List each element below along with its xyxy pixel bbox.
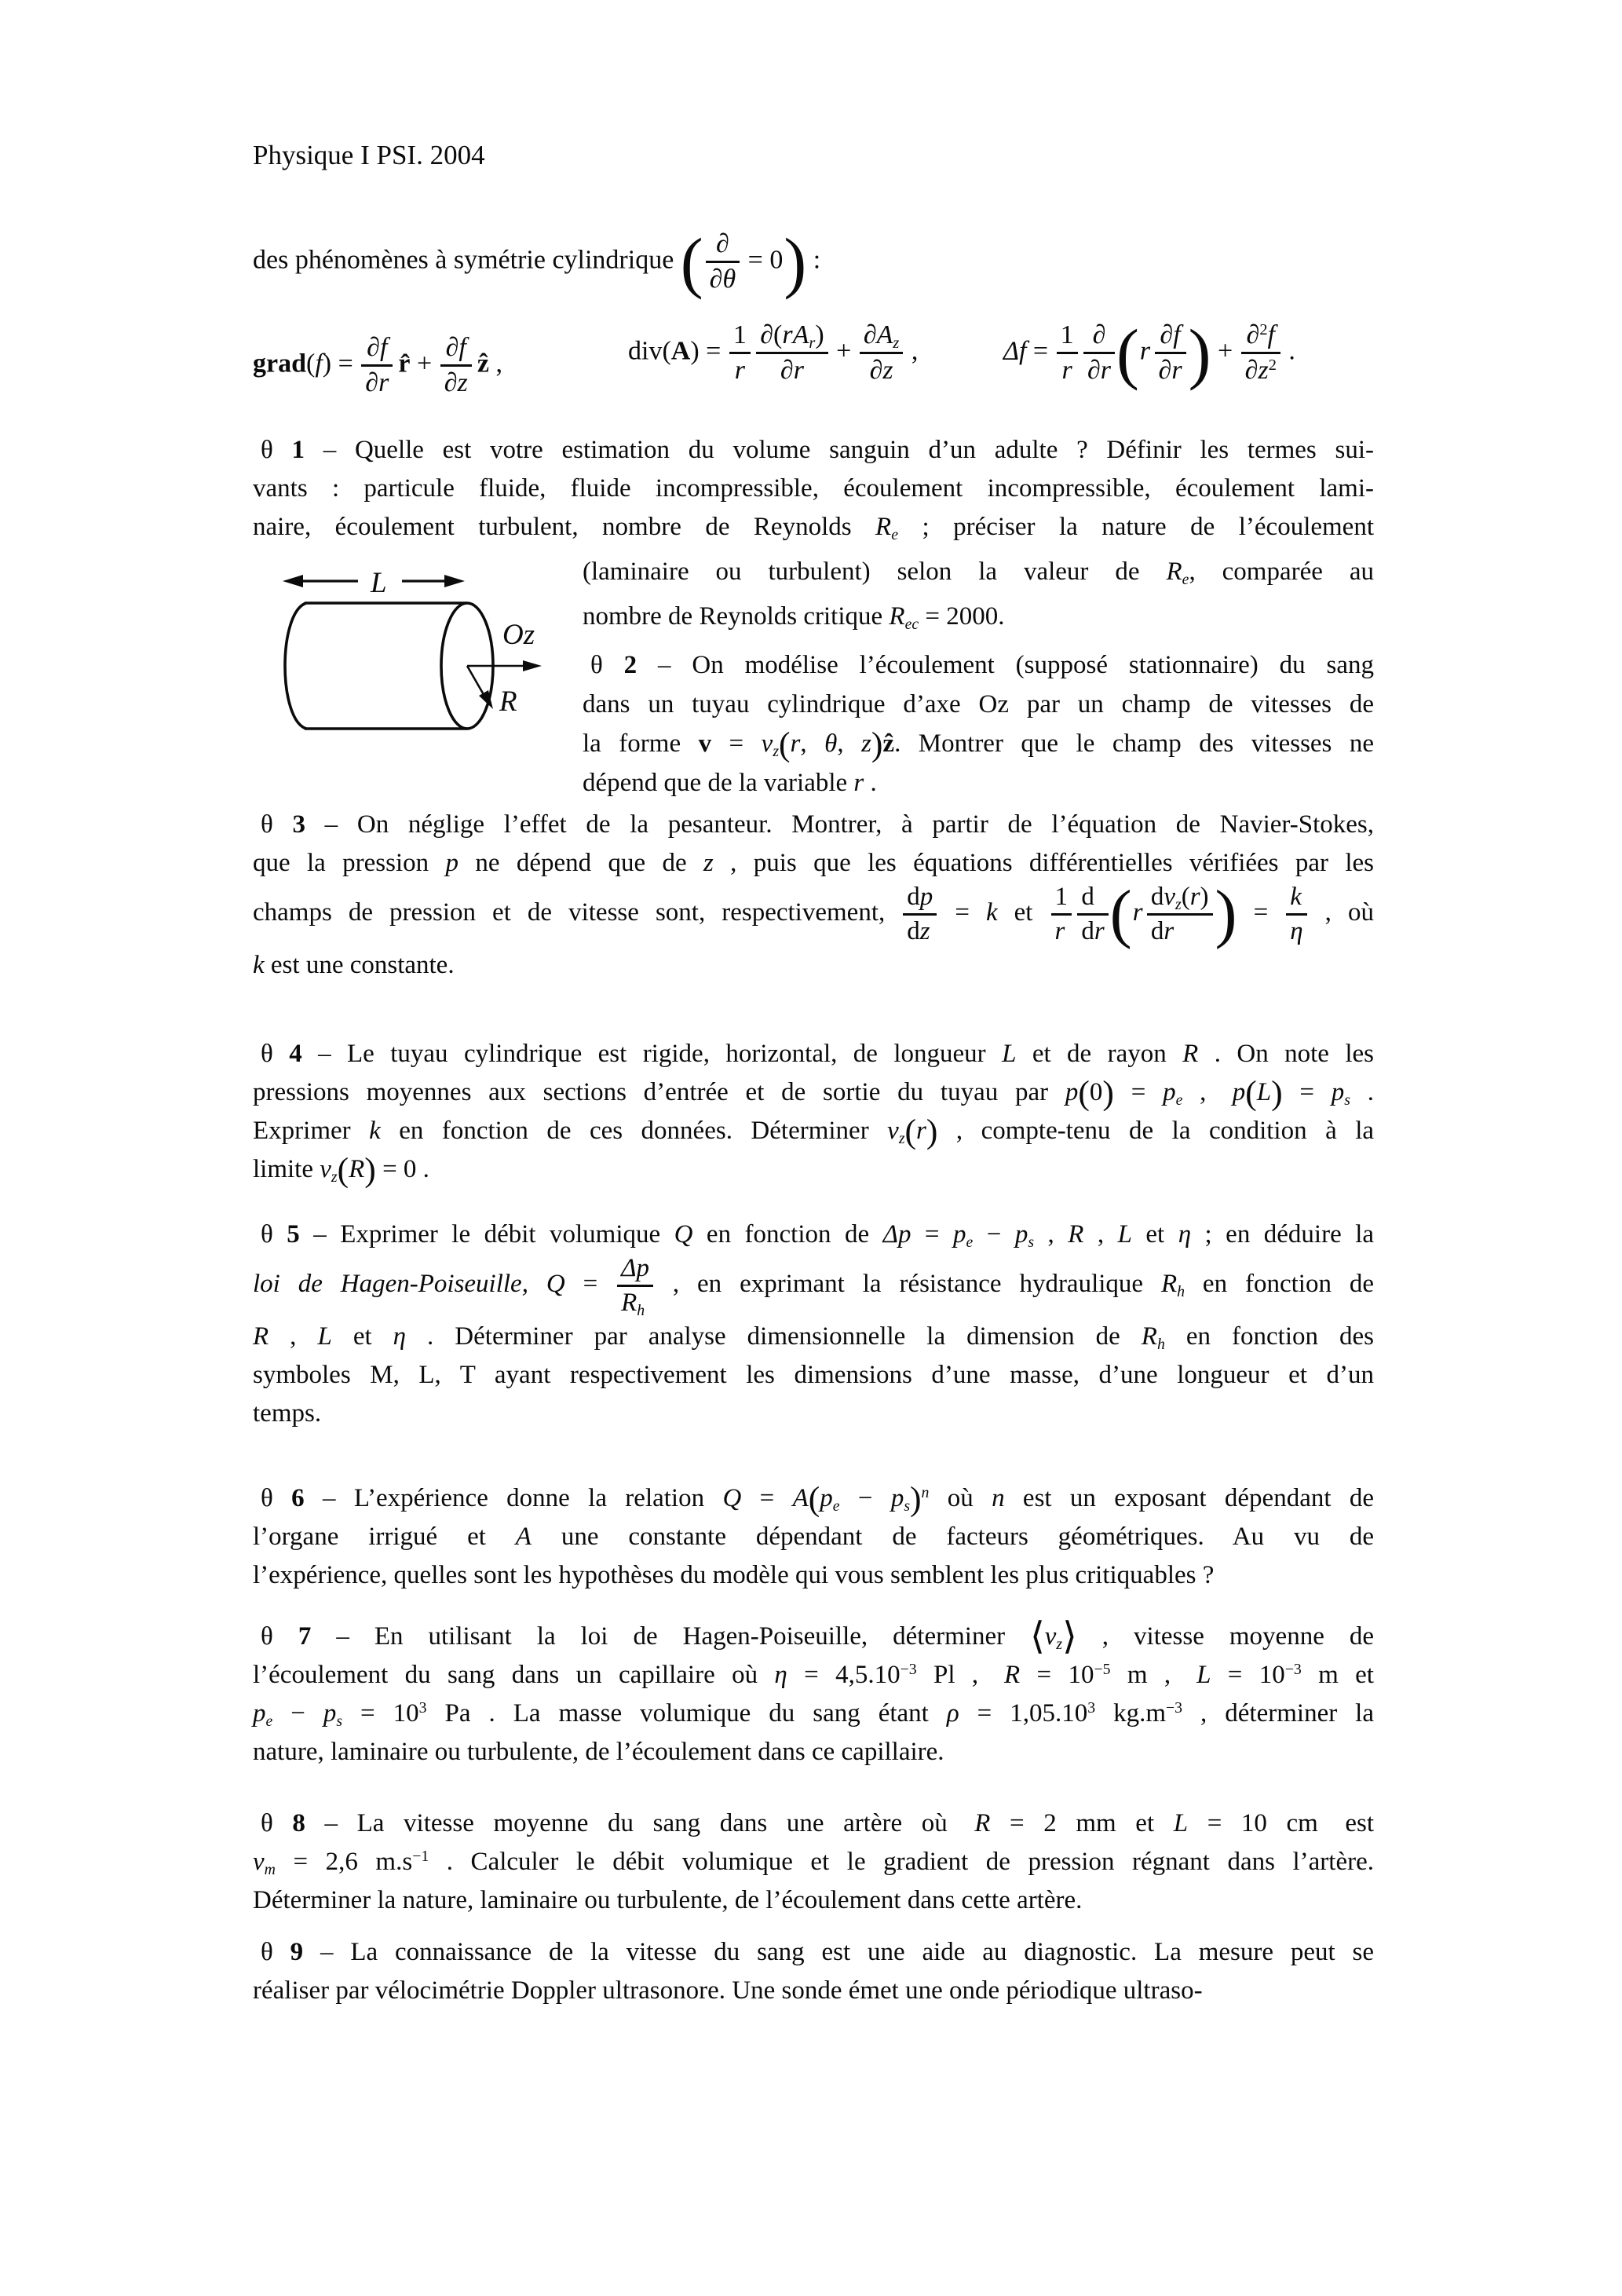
text-line: Déterminer la nature, laminaire ou turbulente, de l’écoulement dans cette artère. bbox=[253, 1886, 1083, 1914]
axis-arrow bbox=[467, 660, 542, 671]
fraction: $\frac{d}{dr}$ bbox=[1076, 883, 1109, 946]
question-4 bbox=[253, 1035, 1374, 1189]
fraction: $\frac{dp}{dz}$ bbox=[901, 883, 938, 946]
cylinder-figure bbox=[259, 550, 581, 762]
paren-group: (r) bbox=[904, 1113, 938, 1151]
text-line: k est une constante. bbox=[253, 950, 455, 979]
text-line: symboles M, L, T ayant respectivement les dimensions d’une masse, d’une longueur et d’un bbox=[253, 1360, 1374, 1389]
paren-group: ( $\frac{\partial}{\partial\theta}$ = 0 ) bbox=[680, 224, 807, 300]
question-1 bbox=[253, 431, 1374, 547]
text-line: l’organe irrigué et A une constante dépendant de facteurs géométriques. Au vu de bbox=[253, 1523, 1374, 1551]
text-line: $p_e - p_s = 10^3$ Pa . La masse volumique du sang étant $\rho = 1,05.10^3$ $kg.m^{-3}$ , déterminer la bbox=[253, 1699, 1374, 1730]
fraction: $\frac{\partial f}{\partial z}$ bbox=[439, 333, 473, 398]
question-2 bbox=[583, 645, 1374, 803]
text-line: θ 4 – Le tuyau cylindrique est rigide, horizontal, de longueur L et de rayon R . On note les bbox=[261, 1040, 1375, 1068]
page-header: Physique I PSI. 2004 bbox=[253, 140, 485, 170]
axis-label: Oz bbox=[502, 619, 535, 651]
question-7 bbox=[253, 1615, 1374, 1771]
fraction: $\frac{\partial A_z}{\partial z}$ bbox=[858, 320, 905, 386]
text-line: la forme $v = v_z(r$, θ, z)ẑ. Montrer que le champ des vitesses ne bbox=[583, 726, 1375, 764]
text-line: $v_m = 2,6$ $m.s^{-1}$ . Calculer le débit volumique et le gradient de pression régnant dans l’artère. bbox=[253, 1848, 1374, 1878]
length-label: L bbox=[371, 567, 387, 599]
formula-gradient: grad(f) = $\frac{\partial f}{\partial r}$ r̂ + $\frac{\partial f}{\partial z}$ ẑ , bbox=[253, 333, 502, 398]
paren-group: ( r $\frac{\partial f}{\partial r}$ ) bbox=[1116, 315, 1211, 391]
paren-group: (r, θ, z) bbox=[779, 726, 883, 764]
question-8 bbox=[253, 1804, 1374, 1920]
text-line: loi de Hagen-Poiseuille, Q = $\frac{\Delta p}{R_h}$ , en exprimant la résistance hydraulique $R_h$ en fonction de bbox=[253, 1254, 1374, 1319]
text-line: Exprimer k en fonction de ces données. Déterminer $v_z(r)$ , compte-tenu de la condition à la bbox=[253, 1113, 1375, 1151]
text-line: dans un tuyau cylindrique d’axe Oz par un champ de vitesses de bbox=[583, 690, 1374, 718]
text-line: réaliser par vélocimétrie Doppler ultrasonore. Une sonde émet une onde périodique ultraso- bbox=[253, 1976, 1203, 2005]
text-line: (laminaire ou turbulent) selon la valeur de $R_e$, comparée au bbox=[583, 558, 1374, 588]
text-line: naire, écoulement turbulent, nombre de Reynolds $R_e$ ; préciser la nature de l’écoulement bbox=[253, 513, 1374, 543]
question-3 bbox=[253, 806, 1374, 985]
text-line: dépend que de la variable r . bbox=[583, 769, 877, 797]
question-5 bbox=[253, 1216, 1374, 1433]
text-line: pressions moyennes aux sections d’entrée et de sortie du tuyau par $p(0) = p_e$ , $p(L) = p_s$ . bbox=[253, 1074, 1374, 1113]
text-line: temps. bbox=[253, 1398, 322, 1428]
fraction: $\frac{1}{r}$ bbox=[1050, 883, 1074, 946]
question-1-continued bbox=[583, 550, 1374, 639]
fraction: $\frac{\partial}{\partial r}$ bbox=[1082, 320, 1116, 386]
fraction: $\frac{1}{r}$ bbox=[728, 320, 752, 386]
fraction: $\frac{dv_z(r)}{dr}$ bbox=[1145, 883, 1215, 946]
paren-group: ( r $\frac{dv_z(r)}{dr}$ ) bbox=[1109, 877, 1237, 951]
text-line: l’expérience, quelles sont les hypothèses du modèle qui vous semblent les plus critiquables ? bbox=[253, 1561, 1215, 1589]
question-6 bbox=[253, 1479, 1374, 1595]
radius-arrow bbox=[467, 666, 493, 709]
fraction: $\frac{k}{\eta}$ bbox=[1284, 883, 1308, 946]
text-line: θ 6 – L’expérience donne la relation $Q = A(p_e - p_s)^n$ où n est un exposant dépendant de bbox=[261, 1480, 1374, 1519]
paren-group: $(p_e - p_s)$ bbox=[808, 1480, 922, 1519]
question-9 bbox=[253, 1933, 1374, 2010]
text-line: θ 2 – On modélise l’écoulement (supposé stationnaire) du sang bbox=[590, 651, 1374, 679]
text-line: vants : particule fluide, fluide incompressible, écoulement incompressible, écoulement lami- bbox=[253, 474, 1374, 503]
text-line: θ 7 – En utilisant la loi de Hagen-Poiseuille, déterminer $⟨v_z⟩$ , vitesse moyenne de bbox=[261, 1615, 1374, 1658]
text-line: l’écoulement du sang dans un capillaire où $\eta = 4,5.10^{-3}$ Pl , $R = 10^{-5}$ m , $L = 10^{-3}$ m et bbox=[253, 1661, 1374, 1689]
fraction: $\frac{\partial f}{\partial r}$ bbox=[1153, 320, 1188, 386]
paren-group: (L) bbox=[1245, 1074, 1283, 1113]
formula-laplacian: Δf = $\frac{1}{r}$ $\frac{\partial}{\partial r}$ ( r $\frac{\partial f}{\partial r}$ ) + $\frac{\partial^2f}{\partial z^2}$ . bbox=[1003, 315, 1295, 391]
fraction: $\frac{\partial^2f}{\partial z^2}$ bbox=[1240, 320, 1282, 386]
text-line: θ 5 – Exprimer le débit volumique Q en fonction de $\Delta p = p_e - p_s$ , R , L et η ; en déduire la bbox=[261, 1220, 1375, 1251]
text-line: θ 1 – Quelle est votre estimation du volume sanguin d’un adulte ? Définir les termes sui- bbox=[261, 436, 1374, 464]
text-line: θ 8 – La vitesse moyenne du sang dans une artère où R = 2 mm et L = 10 cm est bbox=[261, 1809, 1375, 1837]
text-line: que la pression p ne dépend que de z , puis que les équations différentielles vérifiées par les bbox=[253, 849, 1374, 877]
fraction: $\frac{\partial}{\partial\theta}$ bbox=[704, 229, 742, 294]
fraction: $\frac{\partial f}{\partial r}$ bbox=[360, 333, 394, 398]
radius-label: R bbox=[499, 686, 517, 718]
intro-line: des phénomènes à symétrie cylindrique ( $\frac{\partial}{\partial\theta}$ = 0 ) : bbox=[253, 224, 821, 300]
fraction: $\frac{\partial(rA_r)}{\partial r}$ bbox=[754, 320, 829, 386]
text-line: nombre de Reynolds critique $R_{ec} = 2000$. bbox=[583, 602, 1005, 633]
paren-group: (R) bbox=[337, 1151, 376, 1190]
fraction: $\frac{\Delta p}{R_h}$ bbox=[616, 1254, 655, 1318]
formula-divergence: div(A) = $\frac{1}{r}$ $\frac{\partial(rA_r)}{\partial r}$ + $\frac{\partial A_z}{\partial z}$ , bbox=[628, 320, 919, 386]
paren-group: (0) bbox=[1078, 1074, 1114, 1113]
text-line: limite $v_z(R) = 0$ . bbox=[253, 1151, 429, 1190]
text-line: θ 3 – On néglige l’effet de la pesanteur. Montrer, à partir de l’équation de Navier-Stokes, bbox=[261, 810, 1374, 839]
angle-bracket-group: $⟨v_z⟩$ bbox=[1030, 1615, 1077, 1658]
text-line: θ 9 – La connaissance de la vitesse du sang est une aide au diagnostic. La mesure peut se bbox=[261, 1938, 1375, 1966]
text-line: R , L et η . Déterminer par analyse dimensionnelle la dimension de $R_h$ en fonction des bbox=[253, 1322, 1374, 1353]
text-line: nature, laminaire ou turbulente, de l’écoulement dans ce capillaire. bbox=[253, 1738, 944, 1766]
text-line: champs de pression et de vitesse sont, respectivement, $\frac{dp}{dz}$ = k et $\frac{1}{r}$ $\frac{d}{dr}$ ( r $\frac{dv_z(r)}{dr}$ ) = $\frac{k}{\eta}$ , où bbox=[253, 877, 1374, 951]
cylinder-body bbox=[285, 603, 493, 729]
fraction: $\frac{1}{r}$ bbox=[1055, 320, 1080, 386]
